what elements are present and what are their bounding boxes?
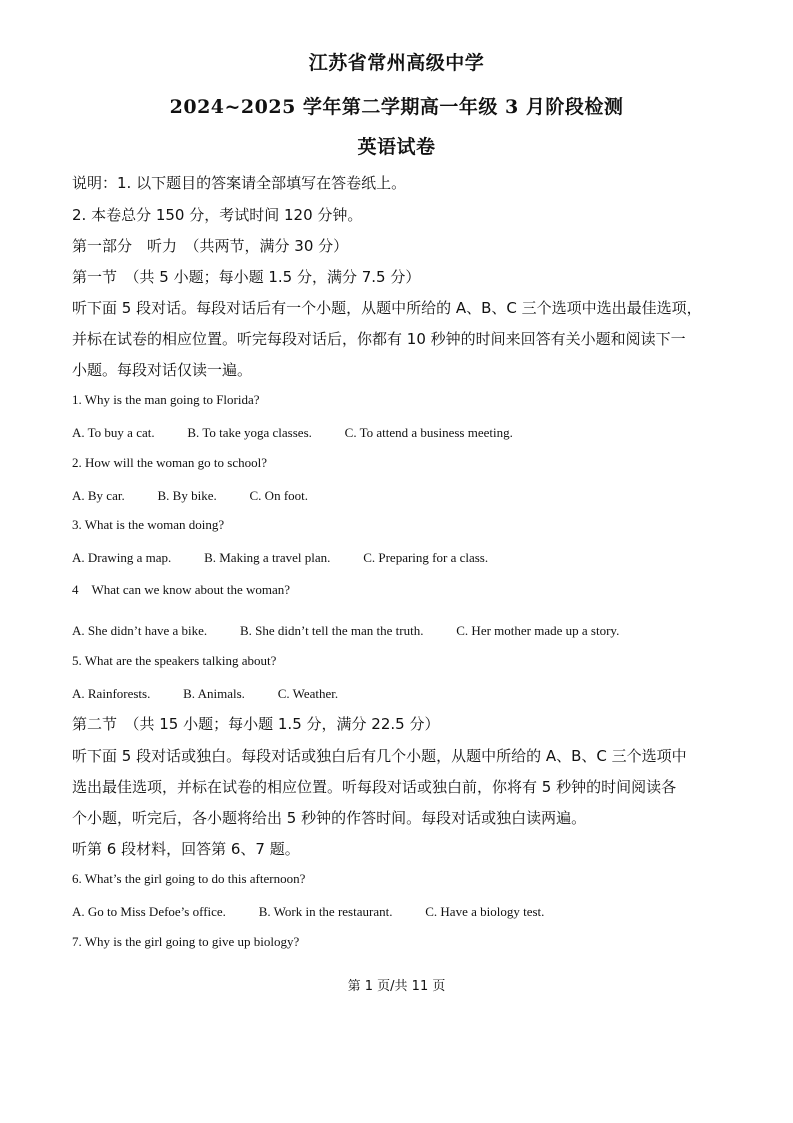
section-2-directions-line: 选出最佳选项，并标在试卷的相应位置。听每段对话或独白前，你将有 5 秒钟的时间阅读各 (72, 778, 677, 796)
section-1-directions-line: 听下面 5 段对话。每段对话后有一个小题，从题中所给的 A、B、C 三个选项中选出最佳选项， (72, 299, 702, 317)
question-6-options (72, 902, 572, 920)
section-2-title: 第二节 （共 15 小题；每小题 1.5 分，满分 22.5 分） (72, 715, 440, 733)
instruction-note-1: 说明：1. 以下题目的答案请全部填写在答卷纸上。 (72, 174, 407, 192)
section-1-directions-line: 小题。每段对话仅读一遍。 (72, 361, 253, 379)
option-c: C. To attend a business meeting. (344, 425, 513, 440)
option-b: B. To take yoga classes. (187, 425, 312, 440)
material-6-instruction: 听第 6 段材料，回答第 6、7 题。 (72, 840, 300, 858)
question-4: 4 What can we know about the woman? (72, 582, 291, 597)
instruction-note-2: 2. 本卷总分 150 分，考试时间 120 分钟。 (72, 206, 363, 224)
question-4-options (72, 621, 647, 639)
option-c: C. Preparing for a class. (363, 550, 489, 565)
option-b: B. She didn’t tell the man the truth. (239, 623, 424, 638)
option-c: C. Weather. (277, 686, 339, 701)
option-a: A. Rainforests. (72, 686, 151, 701)
section-2-directions-line: 听下面 5 段对话或独白。每段对话或独白后有几个小题，从题中所给的 A、B、C 三个选项中 (72, 747, 687, 765)
option-b: B. By bike. (157, 488, 217, 503)
option-c: C. Her mother made up a story. (456, 623, 620, 638)
option-c: C. Have a biology test. (425, 904, 545, 919)
option-b: B. Work in the restaurant. (258, 904, 393, 919)
question-2: 2. How will the woman go to school? (72, 455, 267, 470)
section-2-directions-line: 个小题，听完后，各小题将给出 5 秒钟的作答时间。每段对话或独白读两遍。 (72, 809, 587, 827)
option-a: A. Go to Miss Defoe’s office. (72, 904, 226, 919)
option-a: A. By car. (72, 488, 125, 503)
question-3: 3. What is the woman doing? (72, 517, 225, 532)
option-c: C. On foot. (249, 488, 309, 503)
option-a: A. Drawing a map. (72, 550, 172, 565)
option-b: B. Making a travel plan. (204, 550, 331, 565)
part-1-title: 第一部分 听力 （共两节，满分 30 分） (72, 237, 349, 255)
question-5-options (72, 684, 366, 702)
question-2-options (72, 486, 336, 504)
option-b: B. Animals. (183, 686, 245, 701)
exam-title: 2024~2025 学年第二学期高一年级 3 月阶段检测 (169, 96, 624, 118)
page-number: 第 1 页/共 11 页 (347, 979, 446, 994)
section-1-directions-line: 并标在试卷的相应位置。听完每段对话后，你都有 10 秒钟的时间来回答有关小题和阅读下一 (72, 330, 686, 348)
question-6: 6. What’s the girl going to do this afternoon? (72, 871, 306, 886)
question-1: 1. Why is the man going to Florida? (72, 392, 260, 407)
question-7: 7. Why is the girl going to give up biology? (72, 934, 300, 949)
section-1-title: 第一节 （共 5 小题；每小题 1.5 分，满分 7.5 分） (72, 268, 421, 286)
school-title: 江苏省常州高级中学 (308, 52, 485, 74)
question-5: 5. What are the speakers talking about? (72, 653, 277, 668)
question-1-options (72, 423, 541, 441)
question-3-options (72, 548, 516, 566)
option-a: A. To buy a cat. (72, 425, 155, 440)
option-a: A. She didn’t have a bike. (72, 623, 208, 638)
subject-title: 英语试卷 (357, 136, 436, 158)
